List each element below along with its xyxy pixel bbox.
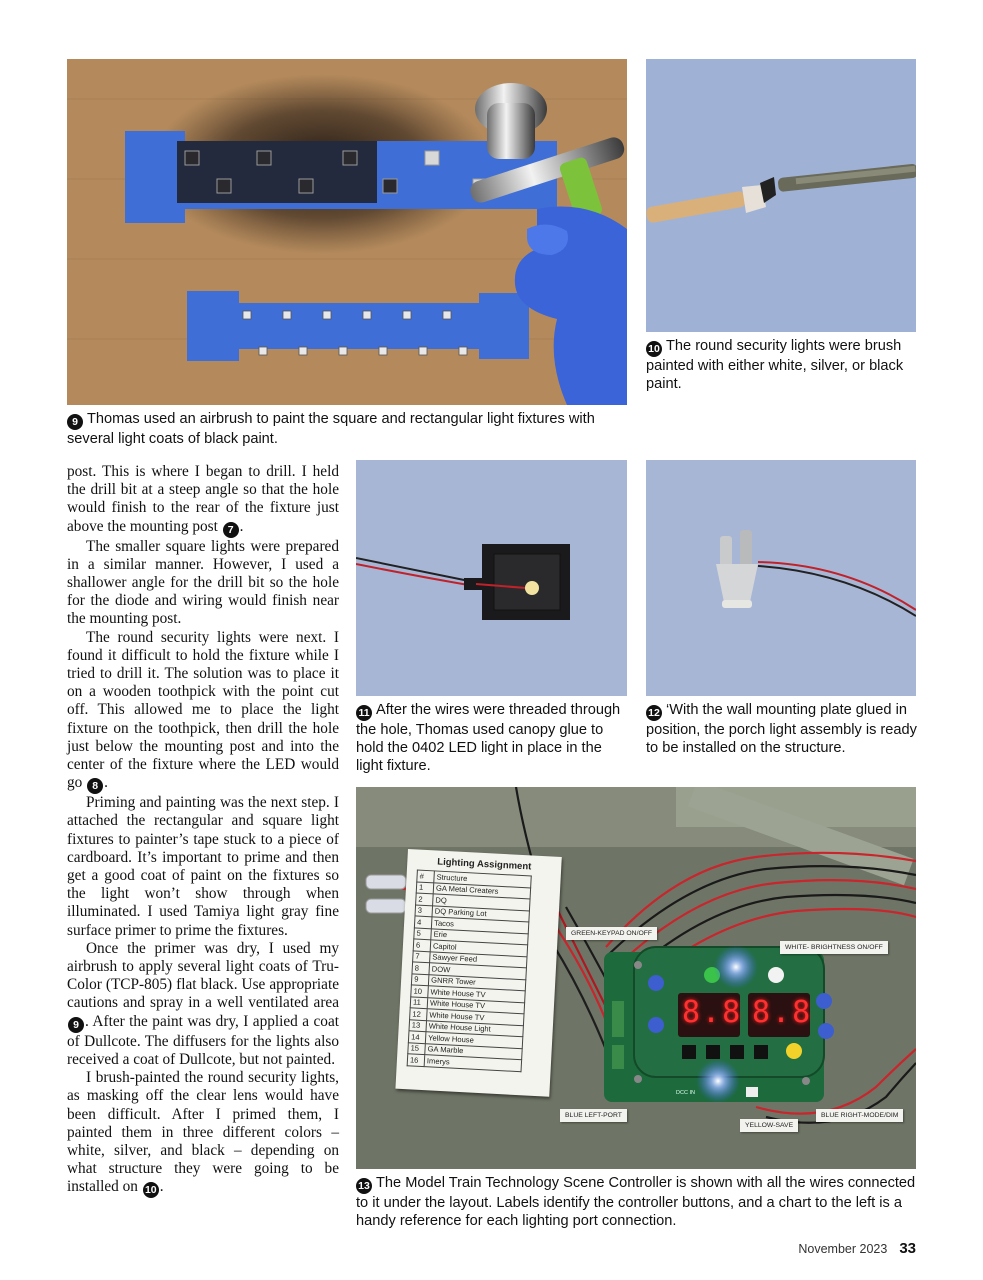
article-body: [67, 463, 339, 1198]
chart-cell-structure: Yellow House: [425, 1032, 522, 1049]
chart-cell-structure: DQ Parking Lot: [432, 905, 529, 922]
chart-cell-number: 14: [408, 1031, 426, 1043]
chart-cell-structure: White House TV: [428, 986, 525, 1003]
page-footer: [798, 1240, 916, 1258]
chart-cell-number: 3: [415, 904, 433, 916]
figure-ref-7: 7: [223, 522, 239, 538]
caption-12-text: ‘With the wall mounting plate glued in position, the porch light assembly is ready to be installed on the structure.: [646, 702, 917, 757]
caption-13: [356, 1174, 918, 1230]
figure-number-9: 9: [67, 414, 83, 430]
caption-10: [646, 337, 918, 393]
chart-cell-number: #: [417, 870, 435, 882]
paragraph-1-text: post. This is where I began to drill. I held the drill bit at a steep angle so that the hole would finish to the rear of the fixture just above the mounting post: [67, 463, 339, 535]
chart-title: Lighting Assignment: [437, 856, 532, 873]
chart-cell-number: 12: [410, 1008, 428, 1020]
label-green-keypad: GREEN-KEYPAD ON/OFF: [566, 927, 657, 940]
photo-13-scene-controller: [356, 787, 916, 1169]
chart-cell-number: 7: [413, 950, 431, 962]
chart-cell-structure: White House Light: [426, 1020, 523, 1037]
chart-cell-number: 13: [409, 1019, 427, 1031]
caption-12: [646, 701, 918, 757]
chart-table: [407, 869, 532, 1071]
chart-cell-structure: DOW: [429, 963, 526, 980]
paragraph-6: [67, 1069, 339, 1198]
paragraph-5-text: Once the primer was dry, I used my airbrush to apply several light coats of Tru-Color (TCP-805) flat black. Use appropriate cautions and spray in a well ventilated area: [67, 939, 339, 1012]
paragraph-3: [67, 629, 339, 795]
photo-12-porch-light: [646, 460, 916, 696]
lighting-assignment-chart: [395, 849, 561, 1097]
paragraph-2: The smaller square lights were prepared in a similar manner. However, I used a shallower angle for the drill bit so the hole for the diode and wiring would finish near the mounting post.: [67, 537, 339, 628]
chart-cell-number: 10: [411, 985, 429, 997]
board-text: DCC IN: [676, 1090, 695, 1096]
chart-cell-structure: White House TV: [427, 1009, 524, 1026]
figure-number-11: 11: [356, 705, 372, 721]
chart-cell-number: 9: [411, 973, 429, 985]
caption-9: [67, 410, 627, 448]
label-blue-right-mode: BLUE RIGHT-MODE/DIM: [816, 1109, 903, 1122]
chart-cell-structure: White House TV: [427, 997, 524, 1014]
paragraph-3-end: .: [104, 774, 108, 792]
label-white-brightness: WHITE- BRIGHTNESS ON/OFF: [780, 941, 888, 954]
chart-cell-number: 8: [412, 962, 430, 974]
chart-cell-number: 2: [416, 893, 434, 905]
caption-13-text: The Model Train Technology Scene Controller is shown with all the wires connected to it under the layout. Labels identify the controller buttons, and a chart to the left is a handy reference for each lighting port connection.: [356, 1175, 916, 1230]
paragraph-5-end: . After the paint was dry, I applied a coat of Dullcote. The diffusers for the lights also received a coat of Dullcote, but not painted.: [67, 1012, 339, 1068]
chart-cell-structure: Imerys: [424, 1055, 521, 1072]
chart-cell-structure: Tacos: [431, 917, 528, 934]
chart-cell-number: 4: [414, 916, 432, 928]
photo-10-brush-painted: [646, 59, 916, 332]
figure-number-12: 12: [646, 705, 662, 721]
chart-cell-structure: GNRR Tower: [428, 974, 525, 991]
photo-11-square-fixture: [356, 460, 627, 696]
paragraph-1-end: .: [239, 517, 244, 535]
chart-cell-number: 6: [413, 939, 431, 951]
chart-cell-structure: Erie: [431, 928, 528, 945]
figure-ref-10: 10: [143, 1182, 159, 1198]
chart-cell-number: 1: [416, 882, 434, 894]
caption-11-text: After the wires were threaded through the hole, Thomas used canopy glue to hold the 0402 LED light in place in the light fixture.: [356, 702, 621, 775]
figure-ref-8: 8: [87, 778, 103, 794]
chart-cell-structure: Structure: [434, 871, 531, 888]
figure-number-13: 13: [356, 1178, 372, 1194]
chart-cell-number: 5: [414, 927, 432, 939]
caption-10-text: The round security lights were brush painted with either white, silver, or black paint.: [646, 338, 904, 393]
photo-9-image: [67, 59, 627, 405]
display-left: 8.8: [682, 995, 743, 1030]
chart-cell-structure: Sawyer Feed: [430, 951, 527, 968]
label-blue-left-port: BLUE LEFT-PORT: [560, 1109, 627, 1122]
paragraph-5: [67, 940, 339, 1069]
photo-12-image: [646, 460, 916, 696]
paragraph-6-text: I brush-painted the round security lights, as masking off the clear lens would have been difficult. After I primed them, I painted them in three different colors – white, silver, and black – depending on what structure they were going to be installed on: [67, 1069, 339, 1196]
chart-cell-structure: DQ: [433, 894, 530, 911]
paragraph-1: [67, 463, 339, 538]
paragraph-3-text: The round security lights were next. I found it difficult to hold the fixture while I tried to drill it. The solution was to place it on a wooden toothpick with the point cut off. This allowed me to place the light fixture on the toothpick, then drill the hole just below the mounting post and into the center of the fixture where the LED would go: [67, 628, 339, 792]
figure-ref-9: 9: [68, 1017, 84, 1033]
chart-cell-number: 11: [410, 996, 428, 1008]
figure-number-10: 10: [646, 341, 662, 357]
chart-cell-number: 16: [407, 1054, 425, 1066]
label-yellow-save: YELLOW-SAVE: [740, 1119, 798, 1132]
issue-date: November 2023: [798, 1242, 888, 1256]
chart-cell-structure: GA Metal Creaters: [433, 882, 530, 899]
photo-9-airbrush: [67, 59, 627, 405]
photo-10-image: [646, 59, 916, 332]
chart-cell-number: 15: [408, 1042, 426, 1054]
caption-9-text: Thomas used an airbrush to paint the square and rectangular light fixtures with several light coats of black paint.: [67, 411, 595, 447]
photo-11-image: [356, 460, 627, 696]
display-right: 8.8: [752, 995, 813, 1030]
chart-cell-structure: GA Marble: [425, 1043, 522, 1060]
chart-cell-structure: Capitol: [430, 940, 527, 957]
caption-11: [356, 701, 628, 776]
page-number: 33: [899, 1240, 916, 1257]
paragraph-4: Priming and painting was the next step. I attached the rectangular and square light fixtures to painter’s tape stuck to a piece of cardboard. It’s important to prime and then get a good coat of paint on the fixtures so the light won’t show through when illuminated. I used Tamiya light gray fine surface primer to prime the fixtures.: [67, 794, 339, 939]
paragraph-6-end: .: [159, 1178, 164, 1196]
